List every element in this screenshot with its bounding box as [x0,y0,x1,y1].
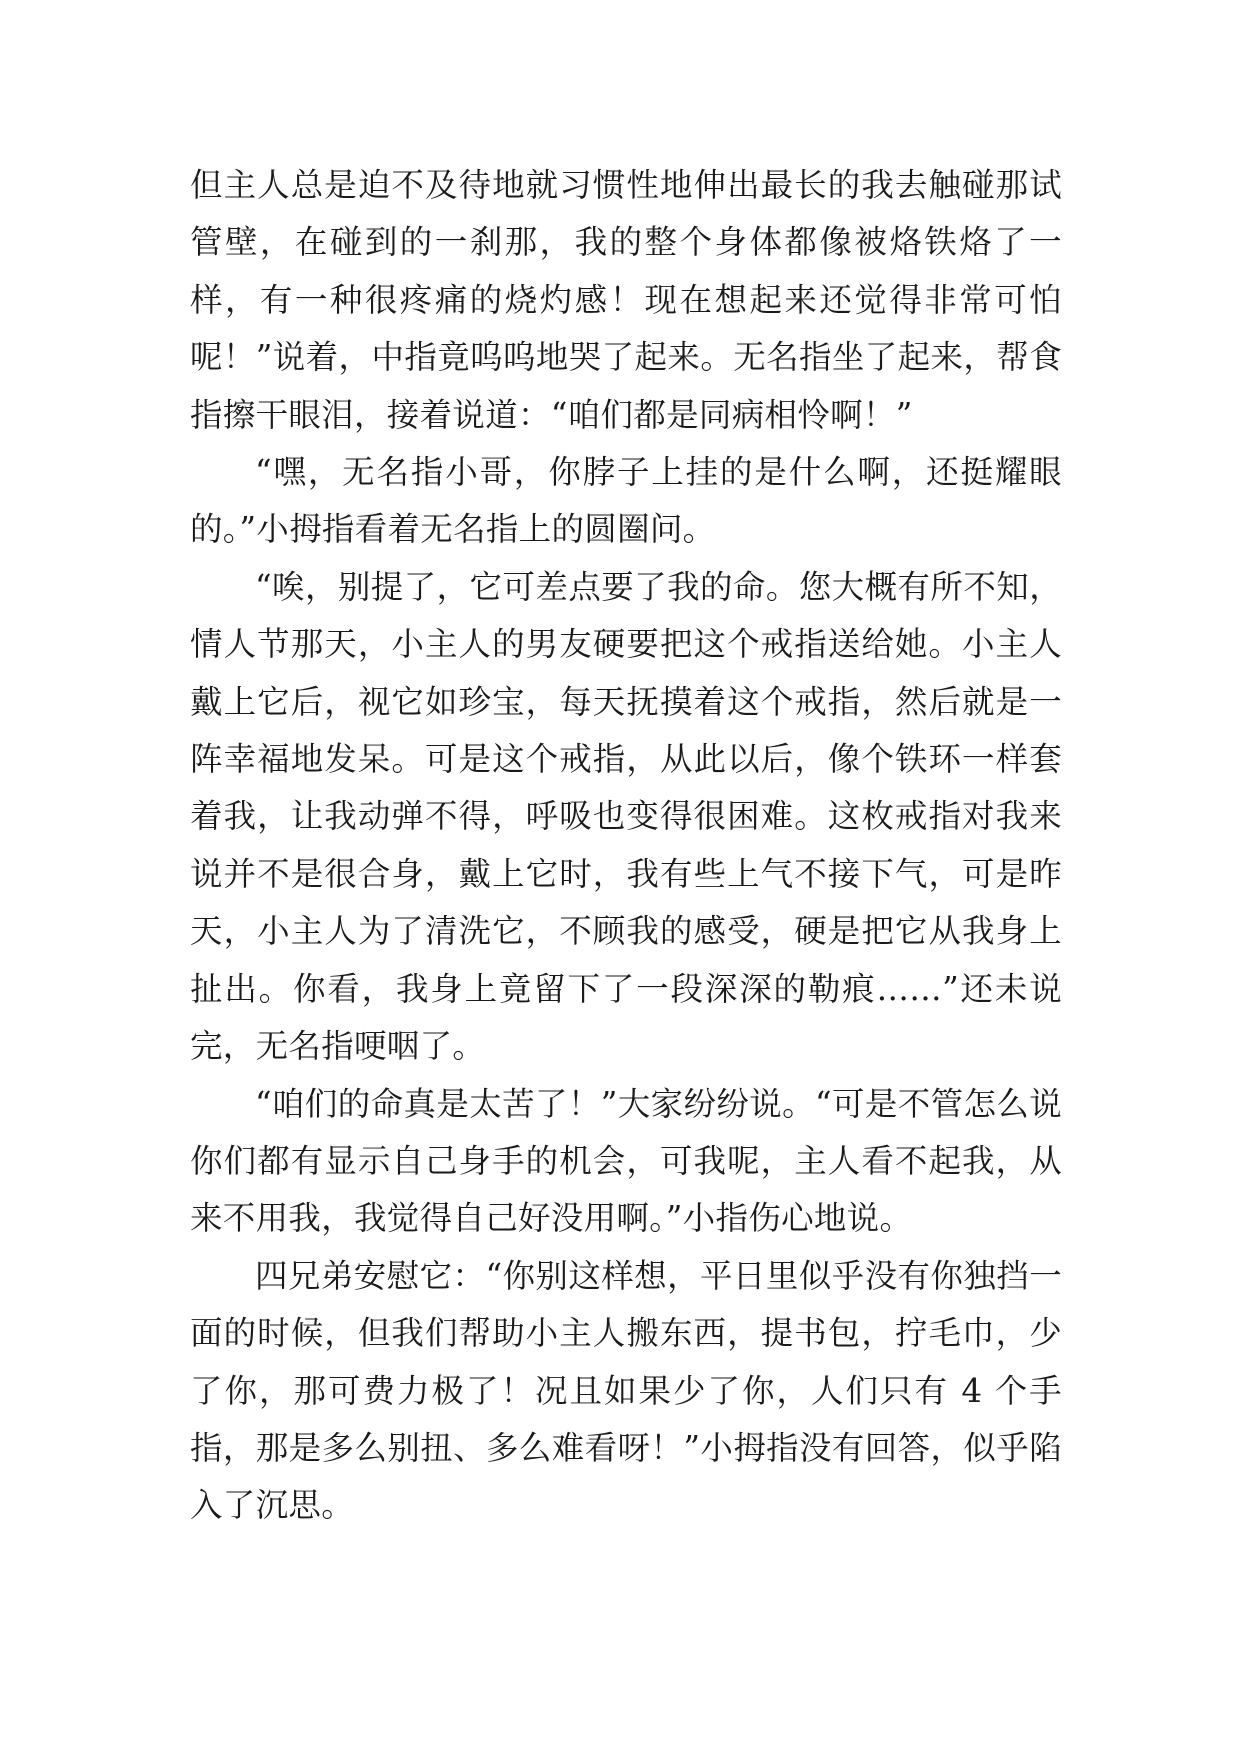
paragraph-5: 四兄弟安慰它：“你别这样想，平日里似乎没有你独挡一面的时候，但我们帮助小主人搬东西，提书包，拧毛巾，少了你，那可费力极了！况且如果少了你，人们只有 4 个手指，那是多么别扭、多么难看呀！”小拇指没有回答，似乎陷入了沉思。 [190,1256,1062,1525]
paragraph-4: “咱们的命真是太苦了！”大家纷纷说。“可是不管怎么说你们都有显示自己身手的机会，可我呢，主人看不起我，从来不用我，我觉得自己好没用啊。”小指伤心地说。 [190,1084,1062,1238]
document-body [190,157,1062,1535]
paragraph-2: “嘿，无名指小哥，你脖子上挂的是什么啊，还挺耀眼的。”小拇指看着无名指上的圆圈问。 [190,453,1062,549]
paragraph-3: “唉，别提了，它可差点要了我的命。您大概有所不知，情人节那天，小主人的男友硬要把这个戒指送给她。小主人戴上它后，视它如珍宝，每天抚摸着这个戒指，然后就是一阵幸福地发呆。可是这个戒指，从此以后，像个铁环一样套着我，让我动弹不得，呼吸也变得很困难。这枚戒指对我来说并不是很合身，戴上它时，我有些上气不接下气，可是昨天，小主人为了清洗它，不顾我的感受，硬是把它从我身上扯出。你看，我身上竟留下了一段深深的勒痕……”还未说完，无名指哽咽了。 [190,567,1062,1066]
paragraph-1: 但主人总是迫不及待地就习惯性地伸出最长的我去触碰那试管壁，在碰到的一刹那，我的整个身体都像被烙铁烙了一样，有一种很疼痛的烧灼感！现在想起来还觉得非常可怕呢！”说着，中指竟呜呜地哭了起来。无名指坐了起来，帮食指擦干眼泪，接着说道：“咱们都是同病相怜啊！” [190,166,1062,434]
